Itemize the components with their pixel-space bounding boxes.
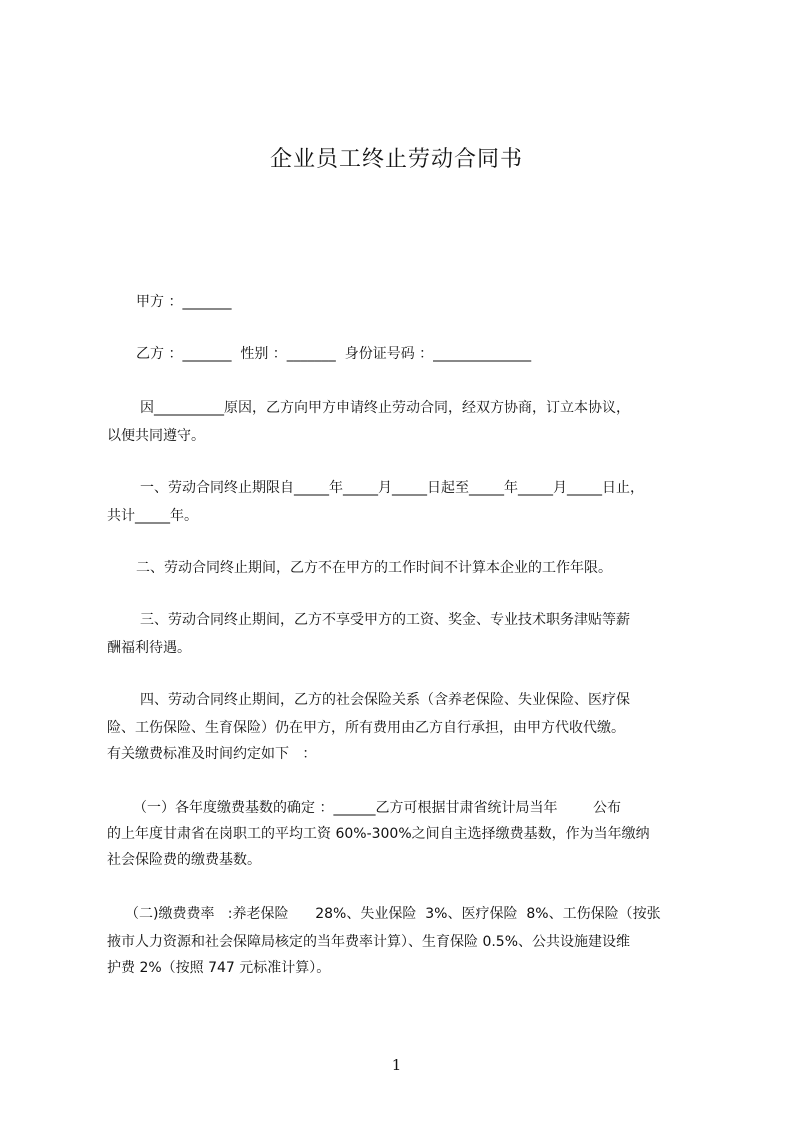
sub1-line-3: 社会保险费的缴费基数。 [107, 852, 261, 868]
sub2-line-3: 护费 2%（按照 747 元标准计算）。 [107, 960, 331, 976]
clause4-line-1: 四、劳动合同终止期间，乙方的社会保险关系（含养老保险、失业保险、医疗保 [140, 692, 630, 708]
intro-line-2: 以便共同遵守。 [107, 428, 205, 444]
party-b-line: 乙方 ：_______ 性别 ：_______ 身份证号码 ：______________ [136, 346, 532, 362]
clause4-line-3: 有关缴费标准及时间约定如下 ： [107, 746, 317, 762]
document-title: 企业员工终止劳动合同书 [269, 147, 523, 172]
clause3-line-1: 三、劳动合同终止期间，乙方不享受甲方的工资、奖金、专业技术职务津贴等薪 [140, 612, 630, 628]
page-number: 1 [391, 1056, 402, 1074]
party-a-line: 甲方 ：_______ [136, 294, 232, 310]
sub2-line-2: 掖市人力资源和社会保障局核定的当年费率计算）、生育保险 0.5%、公共设施建设维 [107, 934, 631, 950]
clause2-line-1: 二、劳动合同终止期间，乙方不在甲方的工作时间不计算本企业的工作年限。 [136, 560, 612, 576]
sub1-line-2: 的上年度甘肃省在岗职工的平均工资 60%-300%之间自主选择缴费基数，作为当年缴纳 [107, 826, 650, 842]
clause1-line-2: 共计_____年。 [107, 508, 198, 524]
clause3-line-2: 酬福利待遇。 [107, 640, 191, 656]
intro-line-1: 因__________原因，乙方向甲方申请终止劳动合同，经双方协商，订立本协议， [140, 400, 630, 416]
sub2-line-1: （二)缴费费率 :养老保险 28%、失业保险 3%、医疗保险 8%、工伤保险（按张 [125, 906, 661, 922]
clause1-line-1: 一、劳动合同终止期限自_____年_____月_____日起至_____年_____月_____日止， [140, 480, 644, 496]
clause4-line-2: 险、工伤保险、生育保险）仍在甲方，所有费用由乙方自行承担，由甲方代收代缴。 [107, 720, 625, 736]
sub1-line-1: （一）各年度缴费基数的确定 ：______乙方可根据甘肃省统计局当年 公布 [133, 800, 622, 816]
